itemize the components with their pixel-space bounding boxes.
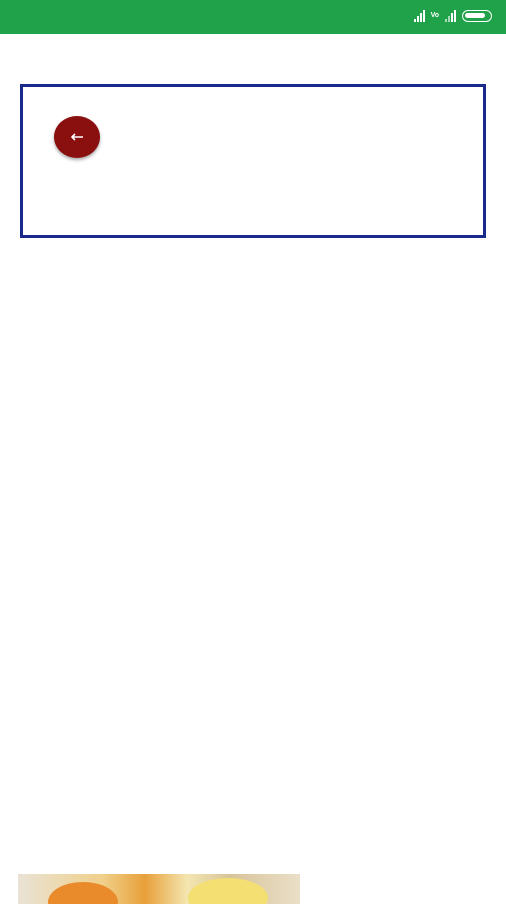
arrow-left-icon xyxy=(70,133,84,141)
status-icons xyxy=(414,9,498,22)
signal-icon-2 xyxy=(445,9,456,22)
battery-icon xyxy=(462,10,492,22)
header-decoration-bottom xyxy=(14,234,494,242)
back-button[interactable] xyxy=(54,116,100,158)
header-frame xyxy=(20,84,486,238)
signal-icon xyxy=(414,9,425,22)
status-bar xyxy=(0,0,506,34)
volte-icon: Vo xyxy=(430,12,439,19)
